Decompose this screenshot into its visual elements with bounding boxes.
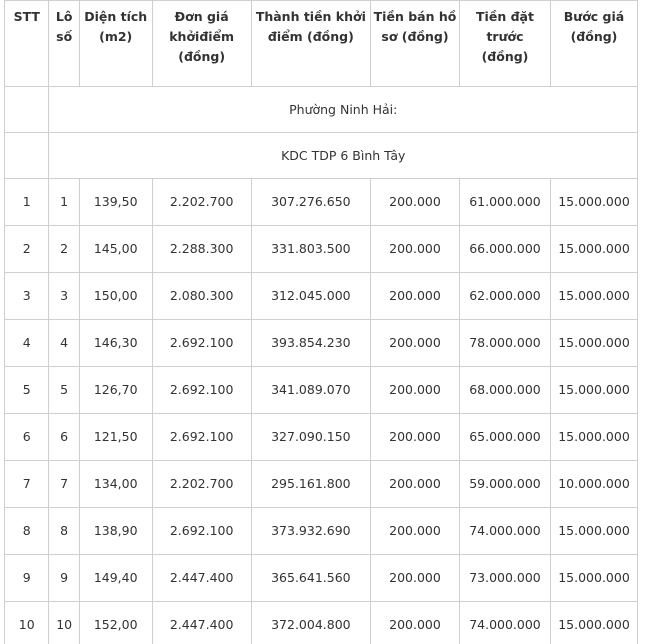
- cell-stt: 8: [5, 508, 49, 555]
- table-row: [5, 461, 638, 508]
- cell-unit-price: 2.202.700: [152, 179, 251, 226]
- header-stt: STT: [5, 1, 49, 87]
- cell-area: 152,00: [79, 602, 152, 644]
- cell-area: 139,50: [79, 179, 152, 226]
- group-spacer: [5, 87, 49, 133]
- cell-bid-step: 15.000.000: [550, 508, 637, 555]
- cell-stt: 3: [5, 273, 49, 320]
- cell-lot-number: 7: [49, 461, 79, 508]
- cell-total: 341.089.070: [251, 367, 370, 414]
- cell-lot-number: 4: [49, 320, 79, 367]
- cell-deposit: 73.000.000: [459, 555, 550, 602]
- table-row: [5, 508, 638, 555]
- cell-lot-number: 9: [49, 555, 79, 602]
- ward-label: Phường Ninh Hải:: [49, 87, 638, 133]
- cell-deposit: 61.000.000: [459, 179, 550, 226]
- cell-stt: 4: [5, 320, 49, 367]
- cell-lot-number: 6: [49, 414, 79, 461]
- cell-deposit: 68.000.000: [459, 367, 550, 414]
- cell-bid-step: 15.000.000: [550, 179, 637, 226]
- cell-area: 146,30: [79, 320, 152, 367]
- cell-stt: 5: [5, 367, 49, 414]
- cell-deposit: 78.000.000: [459, 320, 550, 367]
- cell-dossier-fee: 200.000: [371, 414, 460, 461]
- table-row: [5, 367, 638, 414]
- cell-deposit: 62.000.000: [459, 273, 550, 320]
- cell-bid-step: 15.000.000: [550, 414, 637, 461]
- cell-dossier-fee: 200.000: [371, 273, 460, 320]
- cell-unit-price: 2.692.100: [152, 320, 251, 367]
- group-spacer: [5, 133, 49, 179]
- group-row-ward: [5, 87, 638, 133]
- cell-stt: 2: [5, 226, 49, 273]
- table-row: [5, 320, 638, 367]
- cell-deposit: 74.000.000: [459, 508, 550, 555]
- group-row-area: [5, 133, 638, 179]
- cell-lot-number: 8: [49, 508, 79, 555]
- area-label: KDC TDP 6 Bình Tây: [49, 133, 638, 179]
- cell-lot-number: 2: [49, 226, 79, 273]
- cell-deposit: 74.000.000: [459, 602, 550, 644]
- cell-total: 312.045.000: [251, 273, 370, 320]
- auction-lots-table: [4, 0, 638, 644]
- cell-total: 327.090.150: [251, 414, 370, 461]
- cell-unit-price: 2.288.300: [152, 226, 251, 273]
- cell-stt: 1: [5, 179, 49, 226]
- cell-bid-step: 15.000.000: [550, 320, 637, 367]
- cell-lot-number: 10: [49, 602, 79, 644]
- header-lot-number: Lô số: [49, 1, 79, 87]
- header-deposit: Tiền đặt trước (đồng): [459, 1, 550, 87]
- header-bid-step: Bước giá (đồng): [550, 1, 637, 87]
- cell-bid-step: 15.000.000: [550, 226, 637, 273]
- cell-dossier-fee: 200.000: [371, 179, 460, 226]
- cell-deposit: 66.000.000: [459, 226, 550, 273]
- cell-bid-step: 15.000.000: [550, 367, 637, 414]
- cell-deposit: 59.000.000: [459, 461, 550, 508]
- table-row: [5, 273, 638, 320]
- cell-bid-step: 15.000.000: [550, 602, 637, 644]
- cell-stt: 7: [5, 461, 49, 508]
- cell-dossier-fee: 200.000: [371, 320, 460, 367]
- table-row: [5, 555, 638, 602]
- cell-dossier-fee: 200.000: [371, 602, 460, 644]
- table-row: [5, 602, 638, 644]
- cell-total: 365.641.560: [251, 555, 370, 602]
- cell-total: 393.854.230: [251, 320, 370, 367]
- cell-dossier-fee: 200.000: [371, 508, 460, 555]
- cell-lot-number: 1: [49, 179, 79, 226]
- header-starting-unit-price: Đơn giá khởiđiểm (đồng): [152, 1, 251, 87]
- header-area: Diện tích (m2): [79, 1, 152, 87]
- table-row: [5, 226, 638, 273]
- cell-bid-step: 15.000.000: [550, 273, 637, 320]
- cell-dossier-fee: 200.000: [371, 226, 460, 273]
- cell-total: 373.932.690: [251, 508, 370, 555]
- cell-area: 145,00: [79, 226, 152, 273]
- cell-lot-number: 3: [49, 273, 79, 320]
- cell-dossier-fee: 200.000: [371, 555, 460, 602]
- cell-unit-price: 2.692.100: [152, 414, 251, 461]
- cell-bid-step: 10.000.000: [550, 461, 637, 508]
- cell-unit-price: 2.692.100: [152, 367, 251, 414]
- cell-total: 295.161.800: [251, 461, 370, 508]
- cell-unit-price: 2.447.400: [152, 602, 251, 644]
- cell-deposit: 65.000.000: [459, 414, 550, 461]
- header-dossier-fee: Tiền bán hồ sơ (đồng): [371, 1, 460, 87]
- cell-dossier-fee: 200.000: [371, 461, 460, 508]
- cell-area: 126,70: [79, 367, 152, 414]
- cell-area: 150,00: [79, 273, 152, 320]
- cell-unit-price: 2.692.100: [152, 508, 251, 555]
- cell-total: 372.004.800: [251, 602, 370, 644]
- cell-dossier-fee: 200.000: [371, 367, 460, 414]
- cell-area: 149,40: [79, 555, 152, 602]
- cell-stt: 9: [5, 555, 49, 602]
- cell-area: 134,00: [79, 461, 152, 508]
- cell-total: 331.803.500: [251, 226, 370, 273]
- cell-unit-price: 2.080.300: [152, 273, 251, 320]
- cell-unit-price: 2.202.700: [152, 461, 251, 508]
- cell-bid-step: 15.000.000: [550, 555, 637, 602]
- table-row: [5, 414, 638, 461]
- cell-lot-number: 5: [49, 367, 79, 414]
- table-row: [5, 179, 638, 226]
- cell-area: 138,90: [79, 508, 152, 555]
- header-row: [5, 1, 638, 87]
- cell-unit-price: 2.447.400: [152, 555, 251, 602]
- cell-stt: 10: [5, 602, 49, 644]
- cell-total: 307.276.650: [251, 179, 370, 226]
- header-starting-total: Thành tiền khởi điểm (đồng): [251, 1, 370, 87]
- cell-area: 121,50: [79, 414, 152, 461]
- cell-stt: 6: [5, 414, 49, 461]
